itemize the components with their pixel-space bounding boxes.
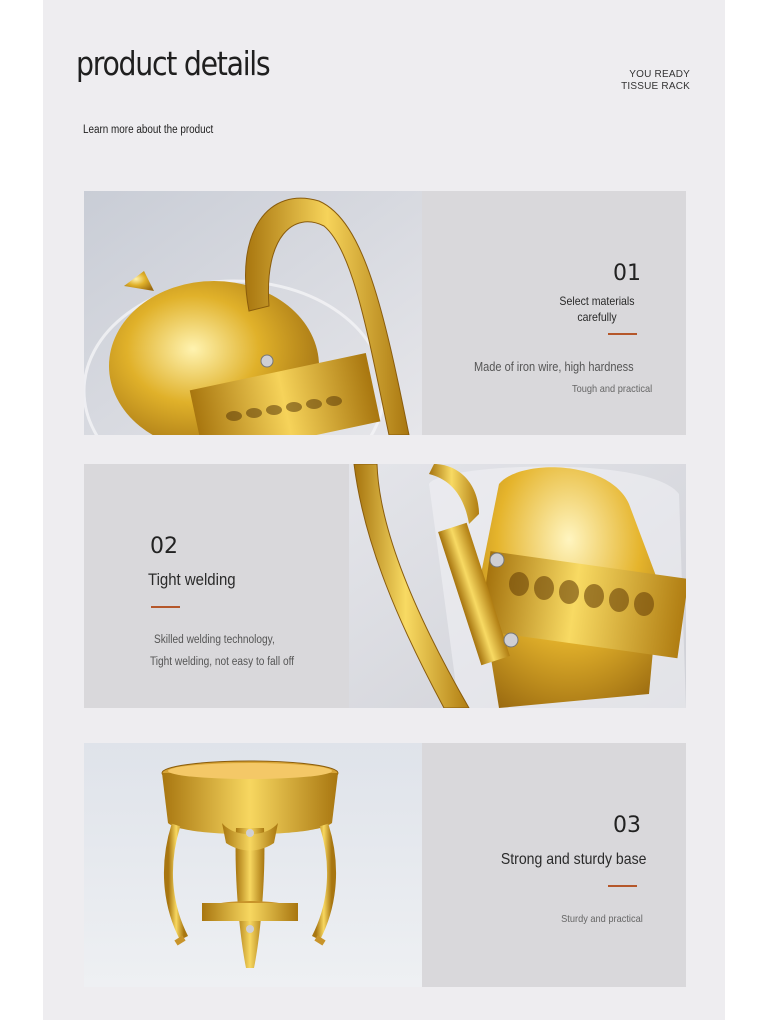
feature-row-1 [84,191,686,435]
feature-1-text [422,191,686,435]
feature-2-text [84,464,349,708]
feature-2-number: 02 [150,534,178,559]
feature-1-heading-line-2: carefully [577,310,617,324]
feature-3-heading: Strong and sturdy base [500,851,646,868]
feature-1-desc: Made of iron wire, high hardness [474,360,634,374]
feature-1-number: 01 [613,261,641,286]
feature-row-3 [84,743,686,987]
feature-1-photo [84,191,422,435]
feature-3-photo [84,743,422,987]
page-subtitle: Learn more about the product [83,124,214,136]
product-details-page [43,0,725,1020]
feature-3-number: 03 [613,813,641,838]
feature-2-divider [151,606,180,608]
feature-2-heading: Tight welding [148,570,236,589]
feature-2-photo [349,464,686,708]
tag-line-1: YOU READY [629,69,690,80]
page-title: product details [76,44,270,83]
feature-2-desc-line-1: Skilled welding technology, [154,634,275,646]
feature-1-heading [553,293,641,325]
feature-3-text [422,743,686,987]
feature-3-divider [608,885,637,887]
feature-1-desc-sub: Tough and practical [572,383,653,395]
feature-1-heading-line-1: Select materials [559,294,635,308]
tag-line-2: TISSUE RACK [621,81,690,92]
feature-1-divider [608,333,637,335]
feature-row-2 [84,464,686,708]
product-tag [621,69,690,93]
feature-2-desc-line-2: Tight welding, not easy to fall off [150,656,295,668]
feature-3-desc-sub: Sturdy and practical [561,913,643,925]
